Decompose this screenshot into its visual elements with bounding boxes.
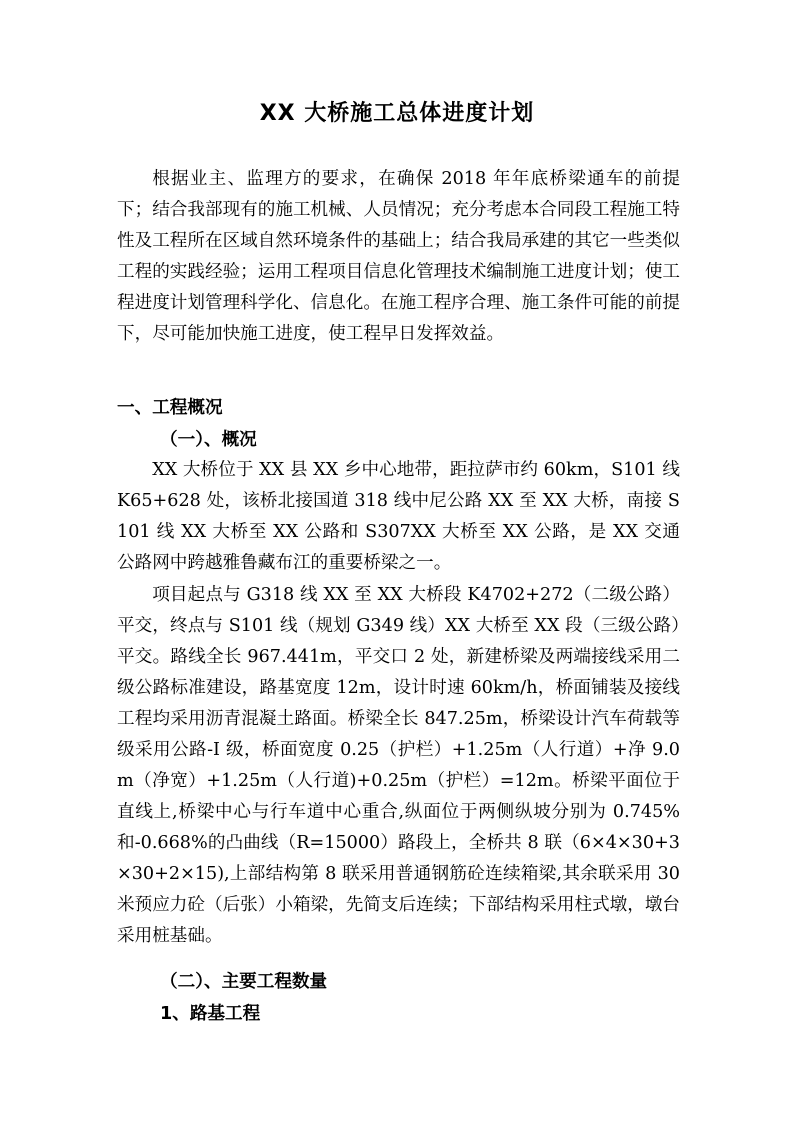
document-title: XX 大桥施工总体进度计划 <box>259 101 535 126</box>
para1-text: XX 大桥位于 XX 县 XX 乡中心地带，距拉萨市约 60km，S101 线 K65+628 处，该桥北接国道 318 线中尼公路 XX 至 XX 大桥，南接 S101 线 XX 大桥至 XX 公路和 S307XX 大桥至 XX 公路，是 XX 交通公路网中跨越雅鲁藏布江的重要桥梁之一。 <box>117 460 680 573</box>
overview-paragraph-1 <box>117 455 680 579</box>
para2-text: 项目起点与 G318 线 XX 至 XX 大桥段 K4702+272（二级公路）平交，终点与 S101 线（规划 G349 线）XX 大桥至 XX 段（三级公路）平交。路线全长 967.441m，平交口 2 处，新建桥梁及两端接线采用二级公路标准建设，路基宽度 12m，设计时速 60km/h，桥面铺装及接线工程均采用沥青混凝土路面。桥梁全长 847.25m，桥梁设计汽车荷载等级采用公路-I 级，桥面宽度 0.25（护栏）+1.25m（人行道）+净 9.0m（净宽）+1.25m（人行道)+0.25m（护栏）=12m。桥梁平面位于直线上,桥梁中心与行车道中心重合,纵面位于两侧纵坡分别为 0.745%和-0.668%的凸曲线（R=15000）路段上，全桥共 8 联（6×4×30+3×30+2×15),上部结构第 8 联采用普通钢筋砼连续箱梁,其余联采用 30 米预应力砼（后张）小箱梁，先简支后连续；下部结构采用柱式墩，墩台采用桩基础。 <box>117 585 681 946</box>
item-heading-roadbed: 1、路基工程 <box>160 1004 261 1024</box>
intro-paragraph <box>117 164 680 350</box>
subsection-heading-quantities: （二）、主要工程数量 <box>160 972 328 992</box>
section-heading-overview: 一、工程概况 <box>117 398 223 418</box>
overview-paragraph-2 <box>117 580 680 952</box>
subsection-heading-summary: （一）、概况 <box>160 430 257 450</box>
intro-text: 根据业主、监理方的要求，在确保 2018 年年底桥梁通车的前提下；结合我部现有的施工机械、人员情况；充分考虑本合同段工程施工特性及工程所在区域自然环境条件的基础上；结合我局承建的其它一些类似工程的实践经验；运用工程项目信息化管理技术编制施工进度计划；使工程进度计划管理科学化、信息化。在施工程序合理、施工条件可能的前提下，尽可能加快施工进度，使工程早日发挥效益。 <box>117 169 681 344</box>
